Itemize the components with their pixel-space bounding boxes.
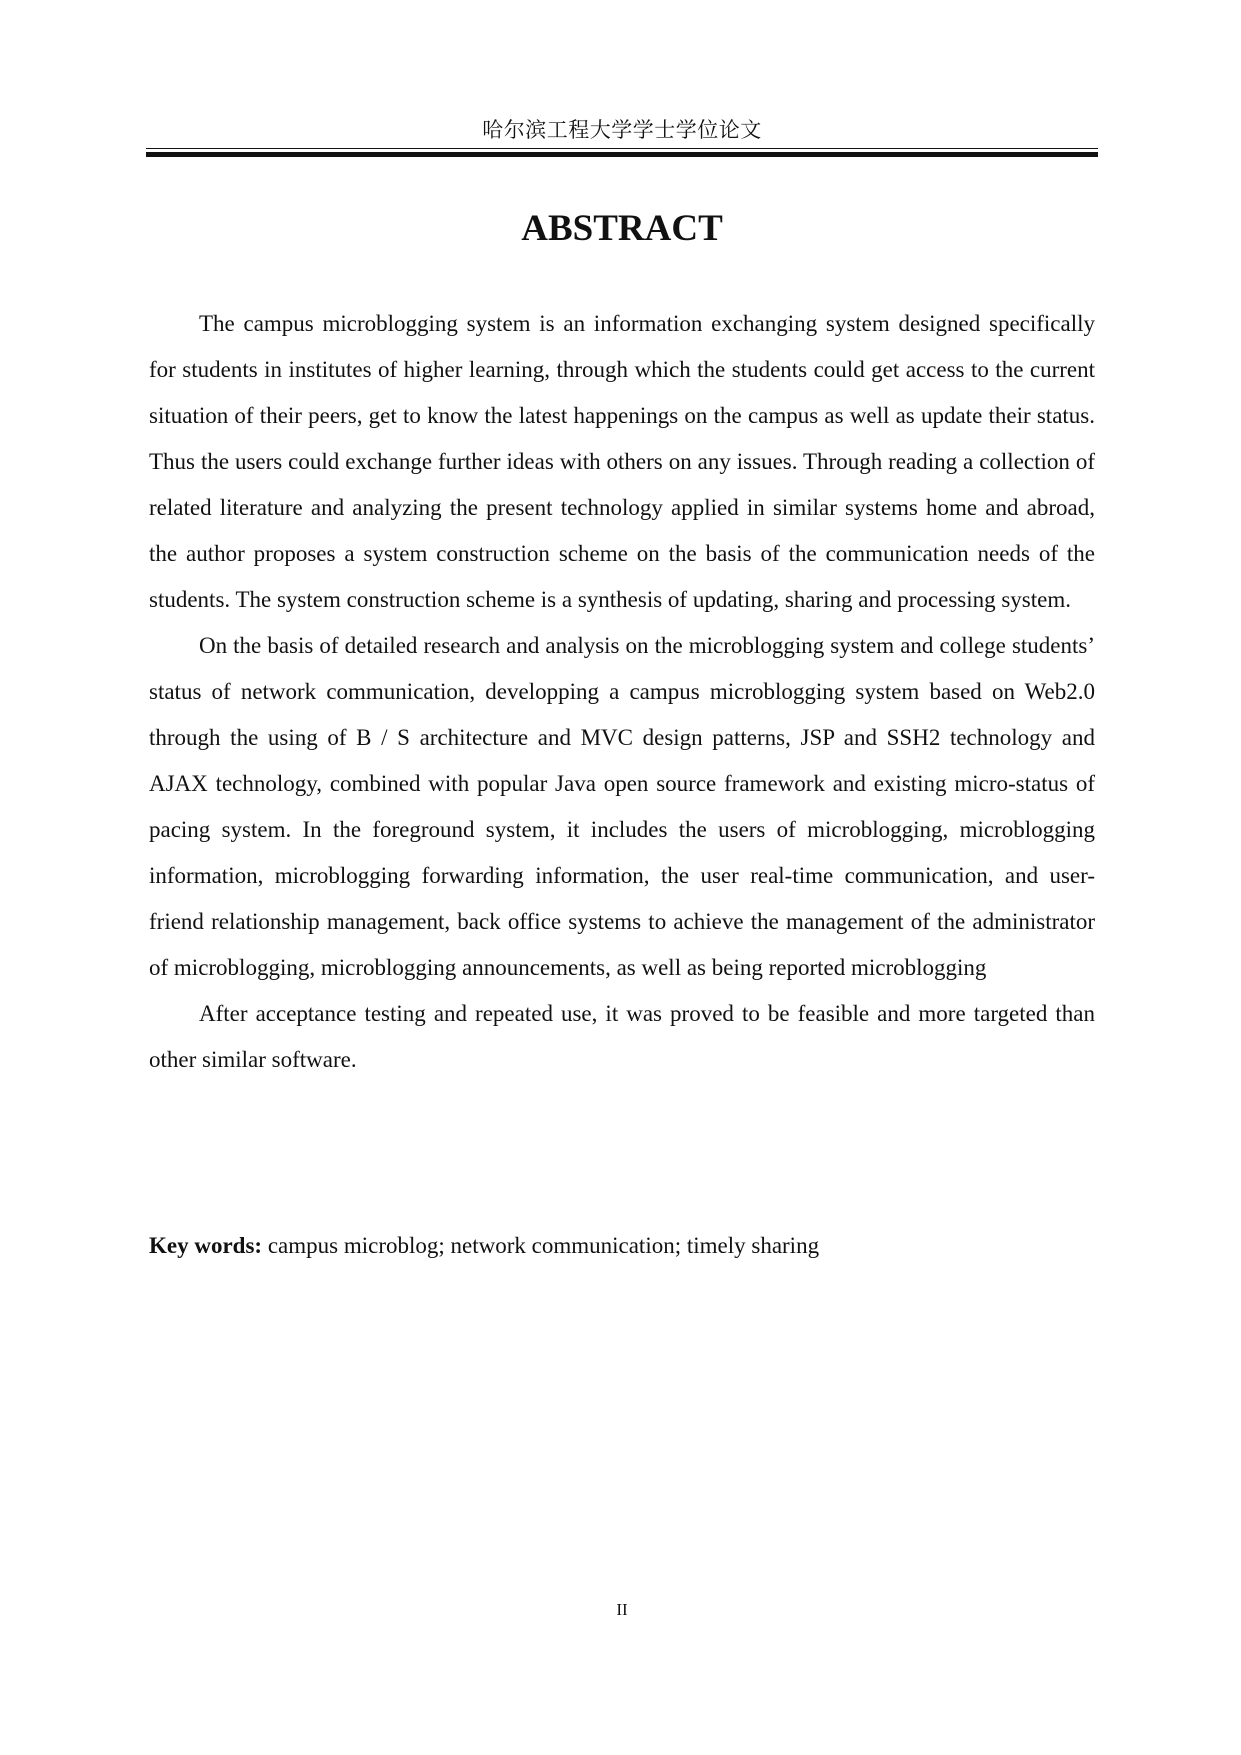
header-rule-thick [146, 152, 1098, 157]
header-rule-thin [146, 148, 1098, 149]
abstract-paragraph-1: The campus microblogging system is an information exchanging system designed specifically for students in institutes of higher learning, through which the students could get access to the current situation of their peers, get to know the latest happenings on the campus as well as update their status. Thus the users could exchange further ideas with others on any issues. Through reading a collection of related literature and analyzing the present technology applied in similar systems home and abroad, the author proposes a system construction scheme on the basis of the communication needs of the students. The system construction scheme is a synthesis of updating, sharing and processing system. [149, 311, 1095, 612]
keywords-label: Key words: [149, 1233, 263, 1258]
abstract-body [149, 301, 1095, 1083]
keywords-line [149, 1223, 1095, 1269]
abstract-paragraph-3: After acceptance testing and repeated use, it was proved to be feasible and more targeted than other similar software. [149, 1001, 1095, 1072]
page-number: II [616, 1600, 628, 1619]
abstract-title: ABSTRACT [521, 208, 723, 249]
keywords-text: campus microblog; network communication; timely sharing [262, 1233, 820, 1258]
running-header: 哈尔滨工程大学学士学位论文 [482, 118, 762, 142]
abstract-paragraph-2: On the basis of detailed research and analysis on the microblogging system and college students’ status of network communication, developping a campus microblogging system based on Web2.0 through the using of B / S architecture and MVC design patterns, JSP and SSH2 technology and AJAX technology, combined with popular Java open source framework and existing micro-status of pacing system. In the foreground system, it includes the users of microblogging, microblogging information, microblogging forwarding information, the user real-time communication, and user-friend relationship management, back office systems to achieve the management of the administrator of microblogging, microblogging announcements, as well as being reported microblogging [149, 633, 1095, 980]
